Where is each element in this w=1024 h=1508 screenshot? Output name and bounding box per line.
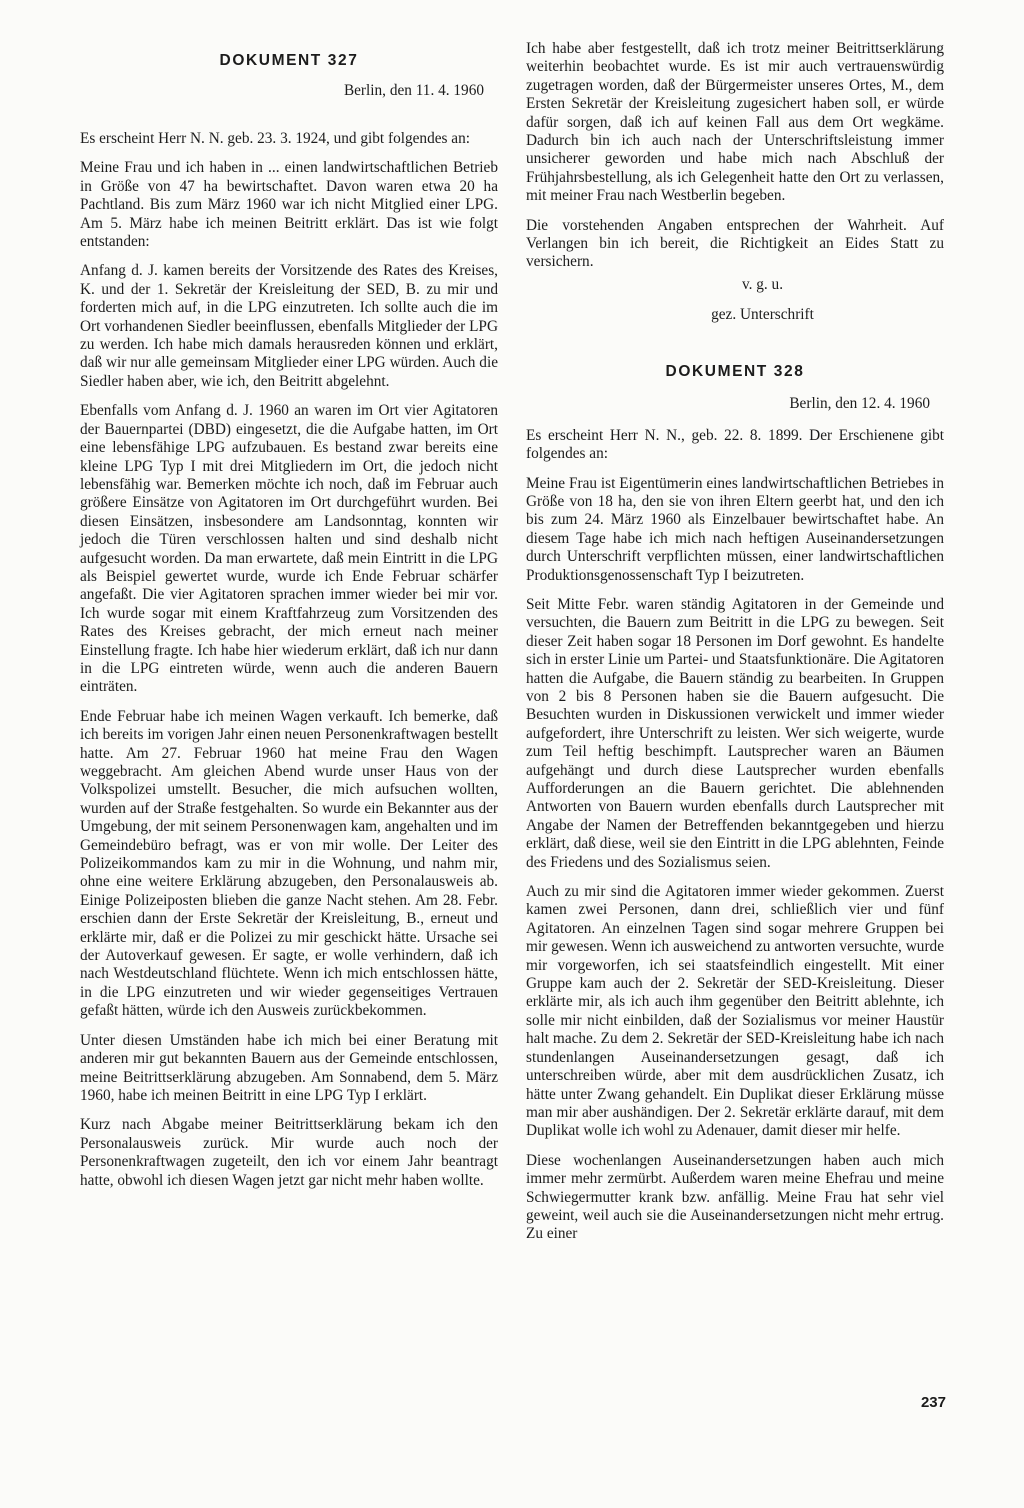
document-327-title: DOKUMENT 327 (219, 52, 359, 69)
paragraph: Seit Mitte Febr. waren ständig Agitatoren in der Gemeinde und versuchten, die Bauern zum Beitritt in die LPG zu bewegen. Seit dieser Zeit haben sogar 18 Personen im Dorf gewohnt. Es handelte sich in erster Linie um Partei- und Staatsfunktionäre. Die Agitatoren hatten die Aufgabe, die Bauern ständig zu bearbeiten. In Gruppen von 2 bis 8 Personen haben sie die Bauern aufgesucht. Die Besuchten wurden in Diskussionen verwickelt und immer wieder aufgefordert, ihre Unterschrift zu leisten. Wer sich weigerte, wurde zum Teil heftig beschimpft. Lautsprecher waren an Bäumen aufgehängt und durch diese Lautsprecher wurden ebenfalls Aufforderungen an die Bauern gerichtet. Die ablehnenden Antworten von Bauern wurden ebenfalls durch Lautsprecher mit Angabe der Namen der Betreffenden bekanntgegeben und hierzu erklärt, daß diese, weil sie den Eintritt in die LPG ablehnten, Feinde des Friedens und des Sozialismus seien. (526, 595, 945, 871)
paragraph: Ebenfalls vom Anfang d. J. 1960 an waren im Ort vier Agitatoren der Bauernpartei (DBD) eingesetzt, die die Aufgabe hatten, im Ort eine lebensfähige LPG aufzubauen. Es bestand zwar bereits eine kleine LPG Typ I mit drei Mitgliedern im Ort, die jedoch nicht lebensfähig war. Bemerken möchte ich noch, daß im Februar auch größere Einsätze von Agitatoren im Ort durchgeführt wurden. Bei diesen Einsätzen, insbesondere am Landsonntag, konnten wir jedoch die Türen verschlossen halten und sind deshalb nicht aufgesucht worden. Da man erwartete, daß mein Eintritt in die LPG als Beispiel gewertet wurde, wurde ich Ende Februar schärfer angefaßt. Die vier Agitatoren sprachen immer wieder bei mir vor. Ich wurde sogar mit einem Kraftfahrzeug zum Vorsitzenden des Rates des Kreises gebracht, der mich erneut nach meiner Einstellung fragte. Ich habe hier wiederum erklärt, daß ich nur dann in die LPG eintreten würde, wenn auch die anderen Bauern einträten. (80, 402, 498, 696)
paragraph: Auch zu mir sind die Agitatoren immer wieder gekommen. Zuerst kamen zwei Personen, dann drei, schließlich vier und fünf Agitatoren. An einzelnen Tagen sind sogar mehrere Gruppen bei mir gewesen. Wenn ich ausweichend zu antworten versuchte, wurde mir vorgeworfen, ich sei staatsfeindlich eingestellt. Mit einer Gruppe kam auch der 2. Sekretär der SED-Kreisleitung. Dieser erklärte mir, als ich auch ihm gegenüber den Beitritt ablehnte, ich solle mir nicht einbilden, daß der Sozialismus vor meiner Haustür halt mache. Zu dem 2. Sekretär der SED-Kreisleitung habe ich nach stundenlangen Auseinandersetzungen gesagt, daß ich unterschreiben würde, aber mit dem ausdrücklichen Zusatz, ich hätte unter Zwang gehandelt. Ein Duplikat dieser Erklärung müsse man mir aber aushändigen. Der 2. Sekretär erklärte darauf, mit dem Duplikat wolle ich wohl zu Adenauer, damit dieser mir helfe. (526, 883, 944, 1140)
paragraph: Anfang d. J. kamen bereits der Vorsitzende des Rates des Kreises, K. und der 1. Sekretär der Kreisleitung der SED, B. zu mir und forderten mich auf, in die LPG einzutreten. Ich sollte auch die im Ort vorhandenen Siedler beeinflussen, ebenfalls Mitglieder der LPG zu werden. Ich habe mich damals herausreden können und erklärt, daß wir nur alle gemeinsam Mitglieder einer LPG würden. Auch die Siedler haben aber, wie ich, den Beitritt abgelehnt. (80, 262, 498, 390)
paragraph: Es erscheint Herr N. N. geb. 23. 3. 1924, und gibt folgendes an: (80, 130, 470, 147)
paragraph: Es erscheint Herr N. N., geb. 22. 8. 1899. Der Erschienene gibt folgendes an: (526, 426, 944, 463)
paragraph: Meine Frau und ich haben in ... einen landwirtschaftlichen Betrieb in Größe von 47 ha bewirtschaftet. Davon waren etwa 20 ha Pachtland. Bis zum März 1960 war ich nicht Mitglied einer LPG. Am 5. März habe ich meinen Beitritt erklärt. Das ist wie folgt entstanden: (80, 159, 498, 251)
paragraph: Diese wochenlangen Auseinandersetzungen haben auch mich immer mehr zermürbt. Außerdem waren meine Ehefrau und meine Schwiegermutter krank bzw. anfällig. Meine Frau hat sehr viel geweint, weil auch sie die Auseinandersetzungen nicht mehr ertrug. Zu einer (526, 1151, 944, 1243)
document-327-date: Berlin, den 11. 4. 1960 (343, 82, 484, 99)
left-column (80, 40, 498, 1201)
paragraph: Ich habe aber festgestellt, daß ich trotz meiner Beitrittserklärung weiterhin beobachtet wurde. Es ist mir auch vertrauenswürdig zugetragen worden, daß der Bürgermeister unseres Ortes, M., dem Ersten Sekretär der Kreisleitung zugesichert haben soll, er würde dafür sorgen, daß ich auf keinen Fall aus dem Ort wegkäme. Dadurch bin ich auch nach der Unterschriftsleistung immer unsicherer geworden und habe mich nach Abschluß der Frühjahrsbestellung, als ich Gelegenheit hatte den Ort zu verlassen, mit meiner Frau nach Westberlin begeben. (526, 40, 944, 205)
signature: gez. Unterschrift (711, 306, 814, 324)
right-column (526, 40, 944, 1255)
page-number: 237 (920, 1394, 946, 1411)
paragraph: Ende Februar habe ich meinen Wagen verkauft. Ich bemerke, daß ich bereits im vorigen Jahr einen neuen Personenkraftwagen bestellt hatte. Am 27. Februar 1960 hat meine Frau den Wagen weggebracht. Am gleichen Abend wurde unser Haus von der Volkspolizei umstellt. Besucher, die mich aufsuchen wollten, wurden auf der Straße festgehalten. So wurde ein Bekannter aus der Umgebung, der mit seinem Personenwagen kam, angehalten und im Gemeindebüro befragt, was er von mir wolle. Der Leiter des Polizeikommandos kam zu mir in die Wohnung, und nahm mir, ohne eine weitere Erklärung abzugeben, den Personalausweis ab. Einige Polizeiposten blieben die ganze Nacht stehen. Am 28. Febr. erschien dann der Erste Sekretär der Kreisleitung, B., erneut und erklärte mir, daß er die Polizei zu mir geschickt hätte. Ursache sei der Autoverkauf gewesen. Er sagte, er wolle verhindern, daß ich nach Westdeutschland flüchtete. Wenn ich mich entschlossen hätte, in die LPG einzutreten und wir wieder gegenseitiges Vertrauen gefaßt hätten, würde ich den Ausweis zurückbekommen. (80, 707, 498, 1020)
vgu-note: v. g. u. (741, 275, 784, 293)
paragraph: Die vorstehenden Angaben entsprechen der Wahrheit. Auf Verlangen bin ich bereit, die Richtigkeit an Eides Statt zu versichern. (526, 216, 944, 271)
paragraph: Unter diesen Umständen habe ich mich bei einer Beratung mit anderen mir gut bekannten Bauern aus der Gemeinde entschlossen, meine Beitrittserklärung abzugeben. Am Sonnabend, dem 5. März 1960, habe ich meinen Beitritt in eine LPG Typ I erklärt. (80, 1031, 498, 1104)
paragraph: Kurz nach Abgabe meiner Beitrittserklärung bekam ich den Personalausweis zurück. Mir wurde auch noch der Personenkraftwagen zugeteilt, den ich vor einem Jahr beantragt hatte, obwohl ich diesen Wagen jetzt gar nicht mehr haben wollte. (80, 1116, 498, 1189)
document-328-date: Berlin, den 12. 4. 1960 (789, 394, 930, 412)
paragraph: Meine Frau ist Eigentümerin eines landwirtschaftlichen Betriebes in Größe von 18 ha, den sie von ihren Eltern geerbt hat, und den ich bis zum 24. März 1960 als Einzelbauer bewirtschaftet habe. An diesem Tage habe ich mich nach heftigen Auseinandersetzungen durch Unterschrift verpflichten müssen, einer landwirtschaftlichen Produktionsgenossenschaft Typ I beizutreten. (526, 474, 944, 584)
document-328-title: DOKUMENT 328 (665, 362, 805, 380)
